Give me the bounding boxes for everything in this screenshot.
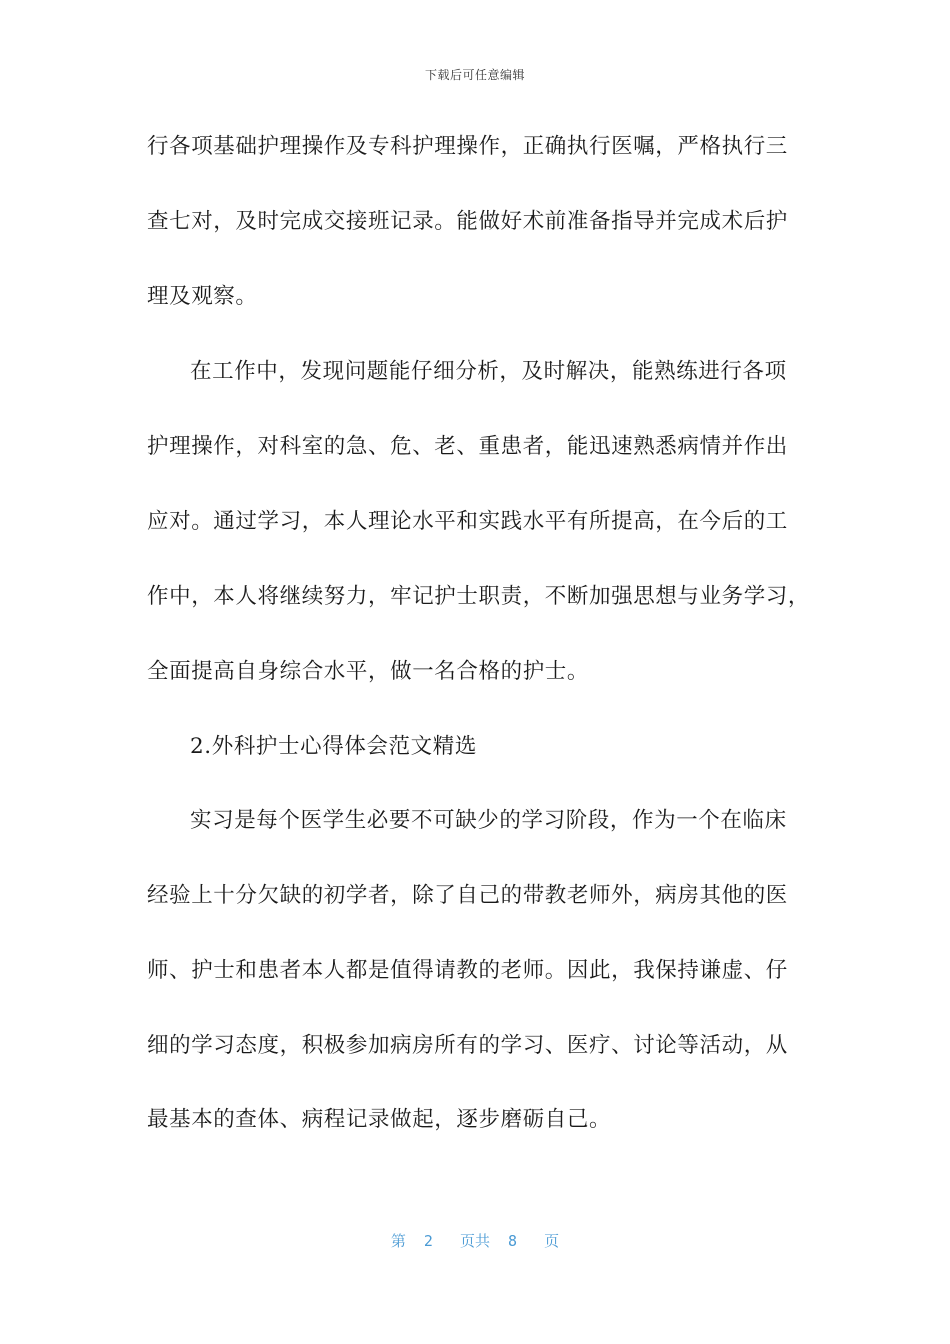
paragraph-line: 行各项基础护理操作及专科护理操作，正确执行医嘱，严格执行三: [147, 134, 788, 159]
paragraph-line: 应对。通过学习，本人理论水平和实践水平有所提高，在今后的工: [147, 509, 788, 534]
paragraph-line: 理及观察。: [147, 284, 258, 309]
page-header-note: 下载后可任意编辑: [424, 68, 525, 82]
paragraph-line: 最基本的查体、病程记录做起，逐步磨砺自己。: [147, 1107, 612, 1132]
paragraph-line: 经验上十分欠缺的初学者，除了自己的带教老师外，病房其他的医: [147, 883, 788, 908]
paragraph-line: 查七对，及时完成交接班记录。能做好术前准备指导并完成术后护: [147, 209, 788, 234]
section-heading: 2.外科护士心得体会范文精选: [190, 734, 477, 759]
paragraph-line: 护理操作，对科室的急、危、老、重患者，能迅速熟悉病情并作出: [147, 434, 788, 459]
page-number-footer: 第 2 页共 8 页: [390, 1232, 560, 1250]
paragraph-line: 在工作中，发现问题能仔细分析，及时解决，能熟练进行各项: [190, 359, 787, 384]
paragraph-line: 细的学习态度，积极参加病房所有的学习、医疗、讨论等活动，从: [147, 1033, 788, 1058]
paragraph-line: 作中，本人将继续努力，牢记护士职责，不断加强思想与业务学习，: [147, 584, 811, 609]
paragraph-line: 全面提高自身综合水平，做一名合格的护士。: [147, 659, 590, 684]
paragraph-line: 实习是每个医学生必要不可缺少的学习阶段，作为一个在临床: [190, 808, 787, 833]
paragraph-line: 师、护士和患者本人都是值得请教的老师。因此，我保持谦虚、仔: [147, 958, 788, 983]
